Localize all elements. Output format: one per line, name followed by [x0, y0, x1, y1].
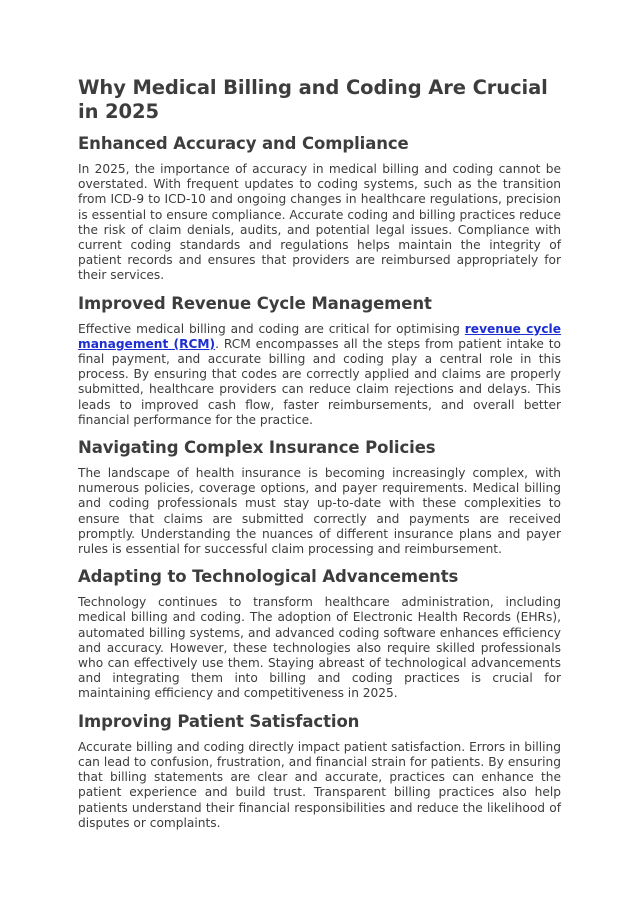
paragraph-text-before-link: Effective medical billing and coding are critical for optimising [78, 321, 465, 336]
section-paragraph: Technology continues to transform healthcare administration, including medical billing and coding. The adoption of Electronic Health Records (EHRs), automated billing systems, and advanced coding software enhances efficiency and accuracy. However, these technologies also require skilled professionals who can effectively use them. Staying abreast of technological advancements and integrating them into billing and coding practices is crucial for maintaining efficiency and competitiveness in 2025. [78, 595, 561, 701]
paragraph-text-after-link: . RCM encompasses all the steps from patient intake to final payment, and accurate billing and coding play a central role in this process. By ensuring that codes are correctly applied and claims are properly submitted, healthcare providers can reduce claim rejections and delays. This leads to improved cash flow, faster reimbursements, and overall better financial performance for the practice. [78, 336, 561, 427]
section-paragraph: In 2025, the importance of accuracy in medical billing and coding cannot be overstated. With frequent updates to coding systems, such as the transition from ICD-9 to ICD-10 and ongoing changes in healthcare regulations, precision is essential to ensure compliance. Accurate coding and billing practices reduce the risk of claim denials, audits, and potential legal issues. Compliance with current coding standards and regulations helps maintain the integrity of patient records and ensures that providers are reimbursed appropriately for their services. [78, 162, 561, 283]
section-heading: Adapting to Technological Advancements [78, 567, 459, 587]
section-heading: Enhanced Accuracy and Compliance [78, 134, 409, 153]
section-paragraph: The landscape of health insurance is becoming increasingly complex, with numerous policies, coverage options, and payer requirements. Medical billing and coding professionals must stay up-to-date with these complexities to ensure that claims are submitted correctly and payments are received promptly. Understanding the nuances of different insurance plans and payer rules is essential for successful claim processing and reimbursement. [78, 466, 561, 557]
section-insurance-policies [78, 438, 561, 557]
section-technology [78, 567, 561, 701]
section-heading: Improving Patient Satisfaction [78, 711, 360, 731]
section-patient-satisfaction [78, 712, 561, 831]
section-paragraph: Accurate billing and coding directly impact patient satisfaction. Errors in billing can lead to confusion, frustration, and financial strain for patients. By ensuring that billing statements are clear and accurate, practices can enhance the patient experience and build trust. Transparent billing practices also help patients understand their financial responsibilities and reduce the likelihood of disputes or complaints. [78, 739, 561, 830]
article-title: Why Medical Billing and Coding Are Crucial in 2025 [78, 76, 548, 123]
rcm-link[interactable]: revenue cycle management (RCM) [78, 321, 562, 351]
section-revenue-cycle [78, 294, 561, 428]
section-heading: Navigating Complex Insurance Policies [78, 438, 436, 458]
section-accuracy-compliance [78, 134, 561, 284]
section-heading: Improved Revenue Cycle Management [78, 293, 432, 313]
section-paragraph [78, 322, 561, 428]
